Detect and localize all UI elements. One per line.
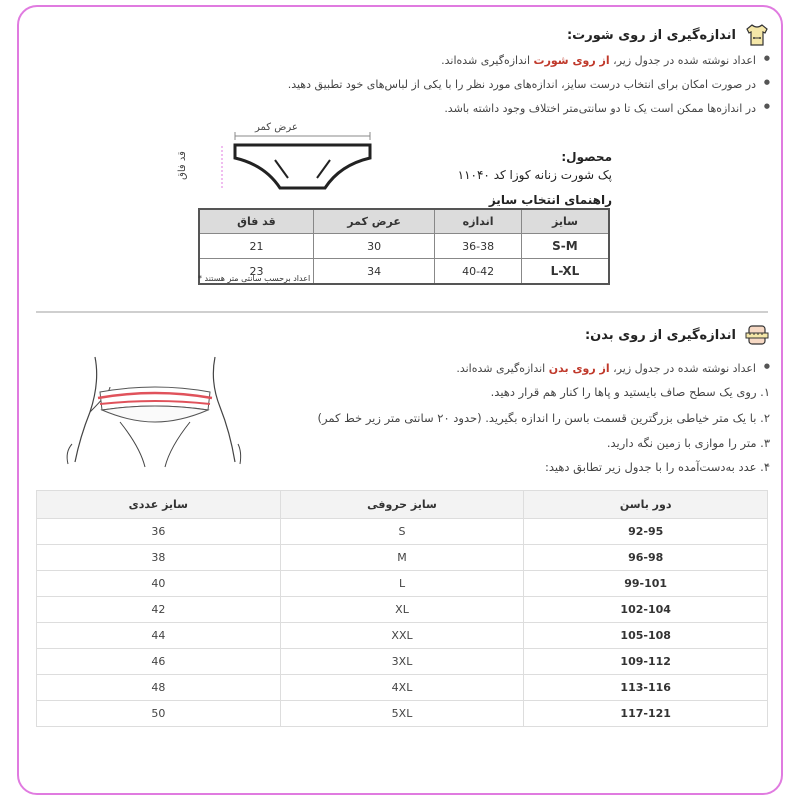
hip-table-header: سایز حروفی <box>280 491 524 519</box>
hip-table-cell: 4XL <box>280 675 524 701</box>
size-guide-header: سایز <box>521 209 609 234</box>
shorts-section-title-text: اندازه‌گیری از روی شورت: <box>566 27 736 43</box>
size-guide-cell: 30 <box>313 234 434 259</box>
body-bullets <box>300 362 770 386</box>
size-guide-header: عرض کمر <box>313 209 434 234</box>
body-section-title-text: اندازه‌گیری از روی بدن: <box>584 327 736 343</box>
hip-table-cell: 36 <box>37 519 281 545</box>
size-guide-cell: 40-42 <box>435 259 522 285</box>
hip-table-cell: 105-108 <box>524 623 768 649</box>
hip-table-cell: M <box>280 545 524 571</box>
hip-table-row <box>37 649 768 675</box>
waist-width-label: عرض کمر <box>255 122 298 133</box>
tshirt-measure-icon <box>744 22 770 48</box>
hip-table-cell: 96-98 <box>524 545 768 571</box>
hip-table-cell: 42 <box>37 597 281 623</box>
shorts-bullets <box>80 54 770 126</box>
hip-table-cell: 99-101 <box>524 571 768 597</box>
hip-table-cell: 50 <box>37 701 281 727</box>
size-guide-cell: L-XL <box>521 259 609 285</box>
size-guide-header-row <box>199 209 609 234</box>
size-guide-header: قد فاق <box>199 209 313 234</box>
hip-table-row <box>37 545 768 571</box>
hip-table-cell: 48 <box>37 675 281 701</box>
hip-table-cell: XXL <box>280 623 524 649</box>
product-name: پک شورت زنانه کوزا کد ۱۱۰۴۰ <box>457 168 612 182</box>
body-step-1: ۱. روی یک سطح صاف بایستید و پاها را کنار هم قرار دهید. <box>490 385 770 399</box>
body-section-title <box>585 322 770 348</box>
body-bullet-1: ● اعداد نوشته شده در جدول زیر، از روی بدن اندازه‌گیری شده‌اند. <box>300 362 770 377</box>
shorts-diagram <box>176 120 380 200</box>
product-label: محصول: <box>561 150 612 164</box>
size-guide-row <box>199 234 609 259</box>
product-info <box>458 150 612 182</box>
hip-table-cell: 117-121 <box>524 701 768 727</box>
hip-table-cell: XL <box>280 597 524 623</box>
hip-table-cell: 113-116 <box>524 675 768 701</box>
size-guide-note: اعداد برحسب سانتی متر هستند * <box>198 274 311 283</box>
hip-table-cell: 38 <box>37 545 281 571</box>
shorts-section-title <box>567 22 770 48</box>
section-divider <box>36 311 768 313</box>
hip-table-row <box>37 519 768 545</box>
hips-illustration <box>50 352 250 472</box>
body-measure-icon <box>744 322 770 348</box>
hip-table-cell: 92-95 <box>524 519 768 545</box>
size-guide-cell: 36-38 <box>435 234 522 259</box>
body-step-4: ۴. عدد به‌دست‌آمده را با جدول زیر تطابق دهید: <box>544 459 770 474</box>
body-step-2: ۲. با یک متر خیاطی بزرگترین قسمت باسن را اندازه بگیرید. (حدود ۲۰ سانتی متر زیر خط کمر) <box>317 410 770 425</box>
size-guide-title: راهنمای انتخاب سایز <box>488 193 612 207</box>
hip-table-row <box>37 675 768 701</box>
size-guide-cell: S-M <box>521 234 609 259</box>
hip-table-row <box>37 571 768 597</box>
hip-table-row <box>37 623 768 649</box>
hip-table-cell: 44 <box>37 623 281 649</box>
inseam-label: قد فاق <box>176 151 188 180</box>
size-guide-cell: 23 <box>199 259 313 285</box>
briefs-outline-icon <box>180 120 380 200</box>
size-guide-header: اندازه <box>435 209 522 234</box>
hip-table-row <box>37 597 768 623</box>
size-guide-cell: 21 <box>199 234 313 259</box>
hip-table-row <box>37 701 768 727</box>
size-guide-cell: 34 <box>313 259 434 285</box>
hip-table-cell: 46 <box>37 649 281 675</box>
shorts-bullet-3: ● در اندازه‌ها ممکن است یک تا دو سانتی‌متر اختلاف وجود داشته باشد. <box>80 102 770 117</box>
hip-table-cell: 109-112 <box>524 649 768 675</box>
hip-table-cell: 3XL <box>280 649 524 675</box>
hip-table-header: دور باسن <box>524 491 768 519</box>
shorts-bullet-2: ● در صورت امکان برای انتخاب درست سایز، اندازه‌های مورد نظر را با یکی از لباس‌های خود تطبیق دهید. <box>80 78 770 93</box>
hip-table-cell: 102-104 <box>524 597 768 623</box>
hip-table-header-row <box>37 491 768 519</box>
shorts-bullet-1: ● اعداد نوشته شده در جدول زیر، از روی شورت اندازه‌گیری شده‌اند. <box>80 54 770 69</box>
hip-table-cell: S <box>280 519 524 545</box>
hip-table-cell: L <box>280 571 524 597</box>
body-steps <box>300 385 770 484</box>
body-step-3: ۳. متر را موازی با زمین نگه دارید. <box>606 436 770 451</box>
hip-size-table <box>36 490 768 727</box>
hip-table-header: سایز عددی <box>37 491 281 519</box>
hip-table-cell: 5XL <box>280 701 524 727</box>
hip-table-cell: 40 <box>37 571 281 597</box>
